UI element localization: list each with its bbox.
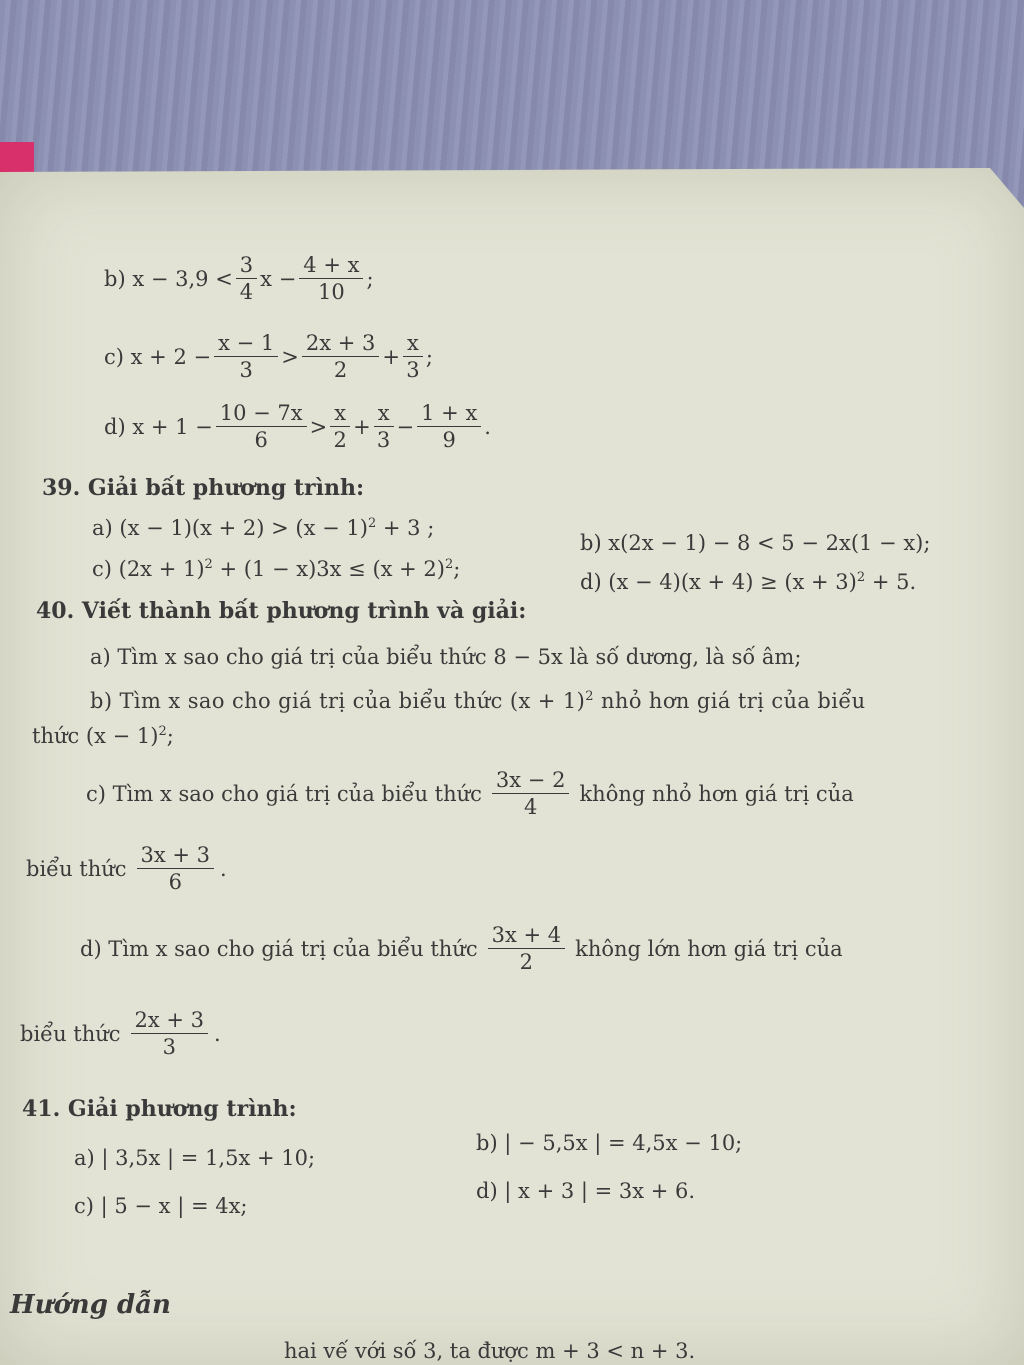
text: . [214,1021,221,1046]
text: c) Tìm x sao cho giá trị của biểu thức [86,781,482,806]
ex40-item-b-line2: thức $(x - 1)^2$; [32,724,174,748]
end-mark: ; [425,344,433,369]
operator: > [281,344,299,369]
item-label: b) [104,266,126,291]
ex41-item-a: a) | 3,5x | = 1,5x + 10; [74,1146,316,1170]
ex40-item-c-line2 [26,845,227,893]
ex41-title: 41. Giải phương trình: [22,1096,297,1122]
ex41-item-c: c) | 5 − x | = 4x; [74,1194,248,1218]
ex38-item-b [104,255,374,303]
text: biểu thức [26,856,127,881]
ex40-item-d-line2 [20,1010,221,1058]
fraction: $\frac{4 + x}{10}$ [299,255,363,303]
operator: + [353,414,371,439]
ex39-item-d: d) $(x - 4)(x + 4) \ge (x + 3)^2 + 5$. [580,570,917,594]
fraction: $\frac{x - 1}{3}$ [214,333,278,381]
pink-bookmark-tab [0,142,34,172]
ex39-item-a: a) $(x - 1)(x + 2) > (x - 1)^2 + 3$ ; [92,516,435,540]
lhs: x + 1 − [132,414,213,439]
fraction: $\frac{x}{3}$ [403,333,423,381]
fraction: $\frac{1 + x}{9}$ [417,403,481,451]
fraction: $\frac{10 - 7x}{6}$ [216,403,307,451]
fraction: $\frac{x}{3}$ [374,403,394,451]
ex40-item-d-line1 [80,925,843,973]
fraction: $\frac{2x + 3}{2}$ [302,333,380,381]
end-mark: ; [366,266,374,291]
ex40-item-c-line1 [86,770,854,818]
ex39-item-c: c) $(2x + 1)^2 + (1 - x)3x \le (x + 2)^2$; [92,557,461,581]
ex41-item-b: b) | − 5,5x | = 4,5x − 10; [476,1131,743,1155]
item-label: d) [104,414,126,439]
ex40-title: 40. Viết thành bất phương trình và giải: [36,598,527,624]
guide-partial-line: hai vế với số 3, ta được m + 3 < n + 3. [284,1339,696,1363]
item-label: c) [104,344,124,369]
text: không nhỏ hơn giá trị của [579,781,854,806]
ex40-item-a: a) Tìm x sao cho giá trị của biểu thức 8 − 5x là số dương, là số âm; [90,645,802,669]
fraction: $\frac{x}{2}$ [330,403,350,451]
text: không lớn hơn giá trị của [575,936,843,961]
middle-term: x − [260,266,297,291]
fraction: $\frac{2x + 3}{3}$ [131,1010,209,1058]
lhs: x − 3,9 < [132,266,233,291]
guide-heading: Hướng dẫn [10,1290,171,1320]
text: d) Tìm x sao cho giá trị của biểu thức [80,936,478,961]
fraction: $\frac{3x + 4}{2}$ [488,925,566,973]
end-mark: . [484,414,491,439]
text: . [220,856,227,881]
fraction: $\frac{3x + 3}{6}$ [137,845,215,893]
fraction: $\frac{3}{4}$ [236,255,257,303]
ex38-item-c [104,333,433,381]
ex41-item-d: d) | x + 3 | = 3x + 6. [476,1179,696,1203]
lhs: x + 2 − [130,344,212,369]
ex38-item-d [104,403,491,451]
ex39-title: 39. Giải bất phương trình: [42,475,365,501]
operator: + [382,344,400,369]
operator: > [309,414,328,439]
fraction: $\frac{3x - 2}{4}$ [492,770,570,818]
ex39-item-b: b) x(2x − 1) − 8 < 5 − 2x(1 − x); [580,531,931,555]
text: biểu thức [20,1021,121,1046]
ex40-item-b-line1: b) Tìm x sao cho giá trị của biểu thức $(x + 1)^2$ nhỏ hơn giá trị của biểu [90,689,866,713]
operator: − [396,414,415,439]
